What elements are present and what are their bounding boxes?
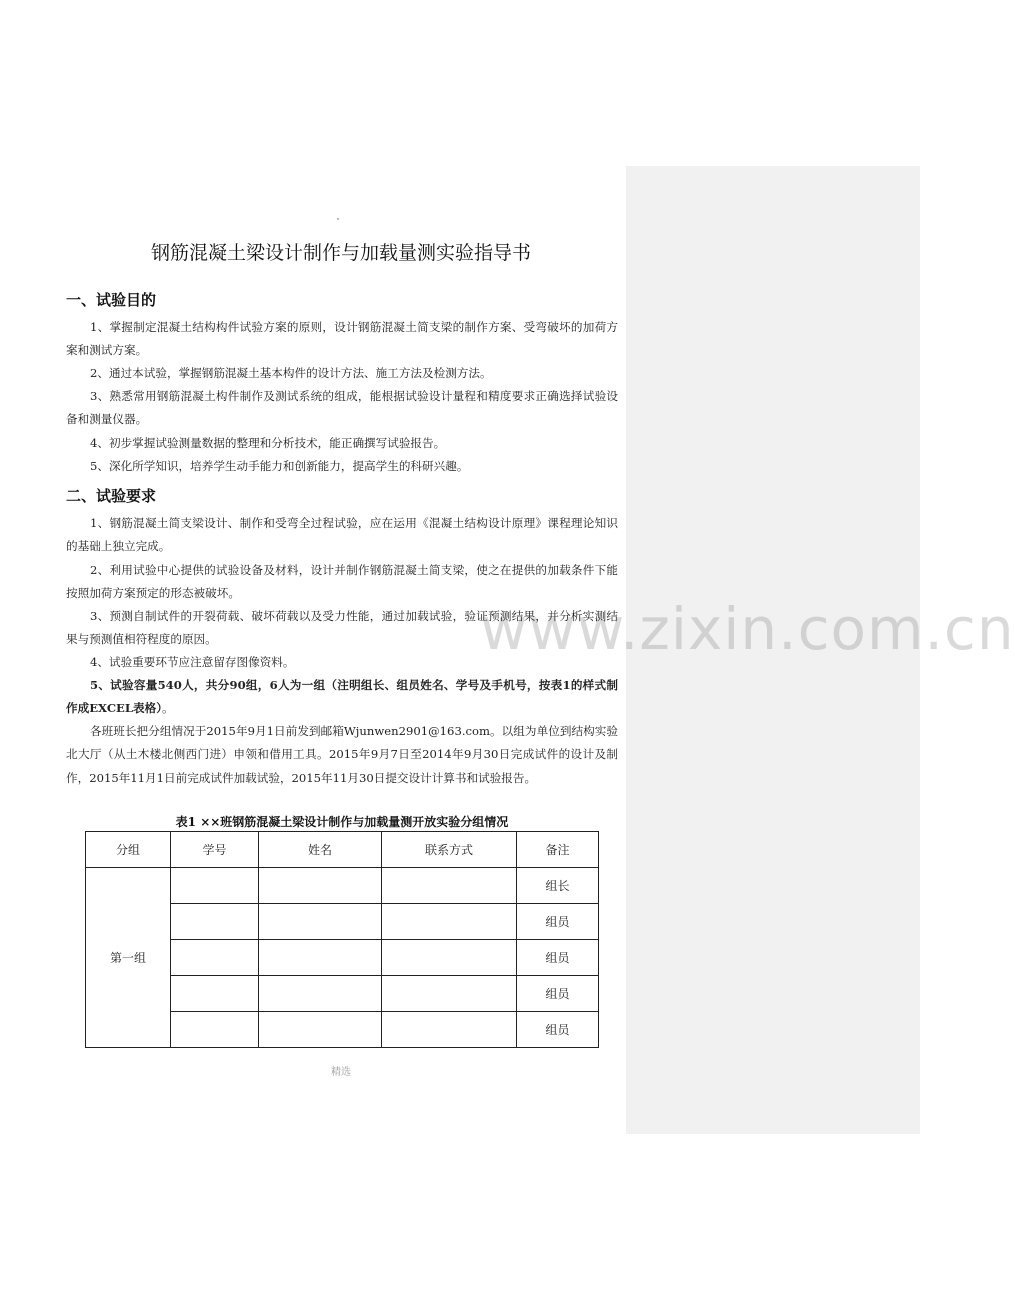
page-dot — [337, 218, 339, 220]
requirement-item-2: 2、利用试验中心提供的试验设备及材料，设计并制作钢筋混凝土简支梁，使之在提供的加载条件下能按照加荷方案预定的形态被破坏。 — [66, 563, 618, 601]
section-heading-requirements: 二、试验要求 — [66, 487, 157, 505]
requirement-item-3: 3、预测自制试件的开裂荷载、破坏荷载以及受力性能，通过加载试验，验证预测结果，并分析实测结果与预测值相符程度的原因。 — [66, 609, 618, 647]
purpose-item-2: 2、通过本试验，掌握钢筋混凝土基本构件的设计方法、施工方法及检测方法。 — [90, 366, 492, 380]
table-header-cell: 姓名 — [259, 832, 382, 868]
grouping-table — [85, 831, 599, 1048]
requirement-item-1: 1、钢筋混凝土简支梁设计、制作和受弯全过程试验，应在运用《混凝土结构设计原理》课程理论知识的基础上独立完成。 — [66, 516, 618, 554]
document-title: 钢筋混凝土梁设计制作与加载量测实验指导书 — [150, 242, 531, 264]
table-header-row — [86, 832, 599, 868]
requirement-item-5 — [66, 674, 618, 721]
section-heading-purpose: 一、试验目的 — [66, 291, 157, 309]
purpose-item-3: 3、熟悉常用钢筋混凝土构件制作及测试系统的组成，能根据试验设计量程和精度要求正确选择试验设备和测量仪器。 — [66, 389, 618, 427]
table-cell — [382, 976, 517, 1012]
table-header-cell: 联系方式 — [382, 832, 517, 868]
table-cell — [171, 976, 259, 1012]
role-cell: 组员 — [517, 976, 599, 1012]
purpose-item-4: 4、初步掌握试验测量数据的整理和分析技术，能正确撰写试验报告。 — [90, 436, 446, 450]
table-cell — [259, 904, 382, 940]
requirement-item-5-tail: 。 — [162, 701, 174, 716]
purpose-item-5: 5、深化所学知识，培养学生动手能力和创新能力，提高学生的科研兴趣。 — [90, 459, 469, 473]
table-cell — [171, 1012, 259, 1048]
table-header-cell: 备注 — [517, 832, 599, 868]
table-cell — [259, 868, 382, 904]
requirement-item-4: 4、试验重要环节应注意留存图像资料。 — [90, 655, 295, 669]
table-cell — [259, 940, 382, 976]
table-cell — [382, 868, 517, 904]
table-header-cell: 学号 — [171, 832, 259, 868]
table-caption: 表1 ××班钢筋混凝土梁设计制作与加载量测开放实验分组情况 — [175, 815, 509, 829]
watermark: www.zixin.com.cn — [480, 595, 1015, 663]
table-cell — [382, 940, 517, 976]
purpose-item-1: 1、掌握制定混凝土结构构件试验方案的原则，设计钢筋混凝土简支梁的制作方案、受弯破坏的加荷方案和测试方案。 — [66, 320, 618, 358]
table-cell — [171, 940, 259, 976]
table-cell — [259, 976, 382, 1012]
role-cell: 组员 — [517, 940, 599, 976]
requirement-item-5-bold: 5、试验容量540人，共分90组，6人为一组（注明组长、组员姓名、学号及手机号，按表1的样式制作成EXCEL表格） — [66, 678, 618, 716]
submission-notice: 各班班长把分组情况于2015年9月1日前发到邮箱Wjunwen2901@163.com。以组为单位到结构实验北大厅（从土木楼北侧西门进）申领和借用工具。2015年9月7日至2014年9月30日完成试件的设计及制作，2015年11月1日前完成试件加载试验，2015年11月30日提交设计计算书和试验报告。 — [66, 724, 618, 785]
role-cell: 组员 — [517, 904, 599, 940]
table-cell — [382, 1012, 517, 1048]
page-footer: 精选 — [331, 1067, 351, 1078]
table-cell — [382, 904, 517, 940]
role-cell: 组长 — [517, 868, 599, 904]
table-cell — [171, 868, 259, 904]
table-row — [86, 868, 599, 904]
group-label-cell: 第一组 — [86, 868, 171, 1048]
table-cell — [171, 904, 259, 940]
role-cell: 组员 — [517, 1012, 599, 1048]
table-header-cell: 分组 — [86, 832, 171, 868]
table-cell — [259, 1012, 382, 1048]
